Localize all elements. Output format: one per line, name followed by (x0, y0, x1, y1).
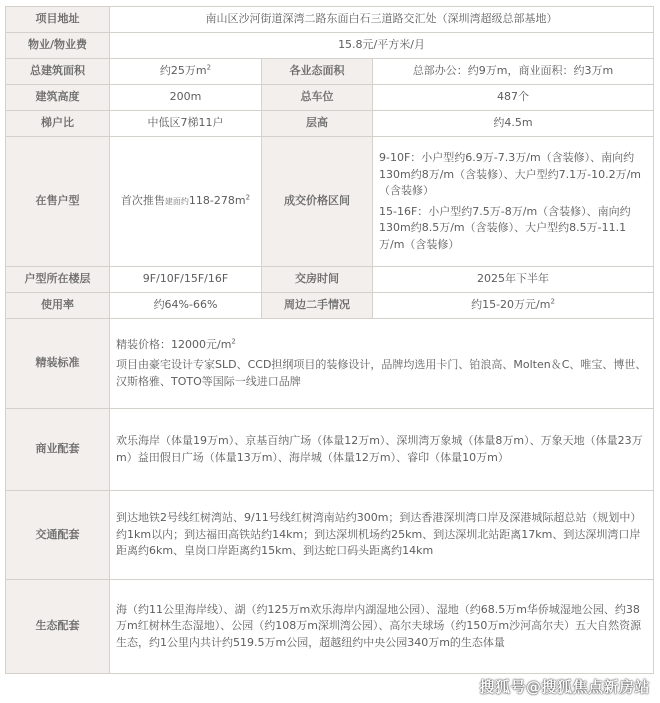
property-fee-value: 15.8元/平方米/月 (110, 33, 654, 59)
ratio-value: 中低区7梯11户 (110, 111, 262, 137)
sale-value-small: 建面约 (164, 197, 189, 207)
decoration-label: 精装标准 (6, 319, 110, 409)
row-traffic (6, 491, 654, 580)
row-sale (6, 137, 654, 267)
traffic-label: 交通配套 (6, 491, 110, 580)
commerce-value: 欢乐海岸（体量19万m）、京基百纳广场（体量12万m）、深圳湾万象城（体量8万m）、万象天地（体量23万m）益田假日广场（体量13万m）、海岸城（体量12万m）、睿印（体量10万m） (110, 409, 654, 491)
row-commerce (6, 409, 654, 491)
parking-label: 总车位 (262, 85, 373, 111)
price-range-label: 成交价格区间 (262, 137, 373, 267)
traffic-value: 到达地铁2号线红树湾站、9/11号线红树湾南站约300m；到达香港深圳湾口岸及深港城际超总站（规划中）约1km以内；到达福田高铁站约14km；到达深圳机场约25km、到达深圳北站距离17km、到达深圳湾口岸距离约6km、皇岗口岸距离约15km、到达蛇口码头距离约14km (110, 491, 654, 580)
property-fee-label: 物业/物业费 (6, 33, 110, 59)
floors-label: 户型所在楼层 (6, 267, 110, 293)
ecology-value: 海（约11公里海岸线）、湖（约125万m欢乐海岸内湖湿地公园）、湿地（约68.5万m华侨城湿地公园、约38万m红树林生态湿地）、公园（约108万m深圳湾公园）、高尔夫球场（约150万m沙河高尔夫）五大自然资源生态，约1公里内共计约519.5万m公园，超越纽约中央公园340万m的生态体量 (110, 580, 654, 674)
sale-value-range: 118-278m (188, 194, 246, 208)
floor-height-value: 约4.5m (373, 111, 654, 137)
area-label: 总建筑面积 (6, 59, 110, 85)
row-ratio (6, 111, 654, 137)
row-decoration (6, 319, 654, 409)
address-label: 项目地址 (6, 7, 110, 33)
row-area (6, 59, 654, 85)
decoration-price (116, 337, 647, 354)
parking-value: 487个 (373, 85, 654, 111)
price-range-15-16f: 15-16F：小户型约7.5万-8万/m（含装修）、南向约130m约8.5万/m（含装修）、大户型约8.5万-11.1万/m（含装修） (379, 204, 631, 251)
floors-value: 9F/10F/15F/16F (110, 267, 262, 293)
address-value: 南山区沙河街道深湾二路东面白石三道路交汇处（深圳湾超级总部基地） (110, 7, 654, 33)
project-spec-table (5, 6, 654, 674)
ecology-label: 生态配套 (6, 580, 110, 674)
sale-value-main: 首次推售 (120, 194, 165, 208)
decoration-unit-sup: 2 (231, 337, 236, 346)
price-range-9-10f: 9-10F：小户型约6.9万-7.3万/m（含装修）、南向约130m约8万/m（含装修）、大户型约7.1万-10.2万/m（含装修） (379, 151, 642, 197)
row-usage (6, 293, 654, 319)
second-hand-unit-sup: 2 (550, 297, 555, 306)
sale-value (110, 137, 262, 267)
format-area-label: 各业态面积 (262, 59, 373, 85)
second-hand-label: 周边二手情况 (262, 293, 373, 319)
row-height (6, 85, 654, 111)
row-property-fee (6, 33, 654, 59)
decoration-value (110, 319, 654, 409)
height-label: 建筑高度 (6, 85, 110, 111)
delivery-value: 2025年下半年 (373, 267, 654, 293)
area-unit-sup: 2 (206, 63, 212, 72)
source-watermark: 搜狐号@搜狐焦点新房站 (479, 678, 650, 696)
second-hand-text: 约15-20万元/m (471, 298, 551, 312)
floor-height-label: 层高 (262, 111, 373, 137)
sale-label: 在售户型 (6, 137, 110, 267)
area-value-text: 约25万m (159, 64, 207, 78)
decoration-price-text: 精装价格：12000元/m (116, 337, 232, 351)
ratio-label: 梯户比 (6, 111, 110, 137)
row-floors (6, 267, 654, 293)
price-range-value (373, 137, 654, 267)
row-ecology (6, 580, 654, 674)
sale-unit-sup: 2 (245, 193, 251, 202)
format-area-value: 总部办公：约9万m，商业面积：约3万m (373, 59, 654, 85)
height-value: 200m (110, 85, 262, 111)
delivery-label: 交房时间 (262, 267, 373, 293)
second-hand-value (373, 293, 654, 319)
usage-value: 约64%-66% (110, 293, 262, 319)
commerce-label: 商业配套 (6, 409, 110, 491)
row-address (6, 7, 654, 33)
area-value (110, 59, 262, 85)
decoration-desc: 项目由豪宅设计专家SLD、CCD担纲项目的装修设计，品牌均选用卡门、铂浪高、Molten＆C、唯宝、博世、汉斯格雅、TOTO等国际一线进口品牌 (116, 358, 647, 388)
usage-label: 使用率 (6, 293, 110, 319)
